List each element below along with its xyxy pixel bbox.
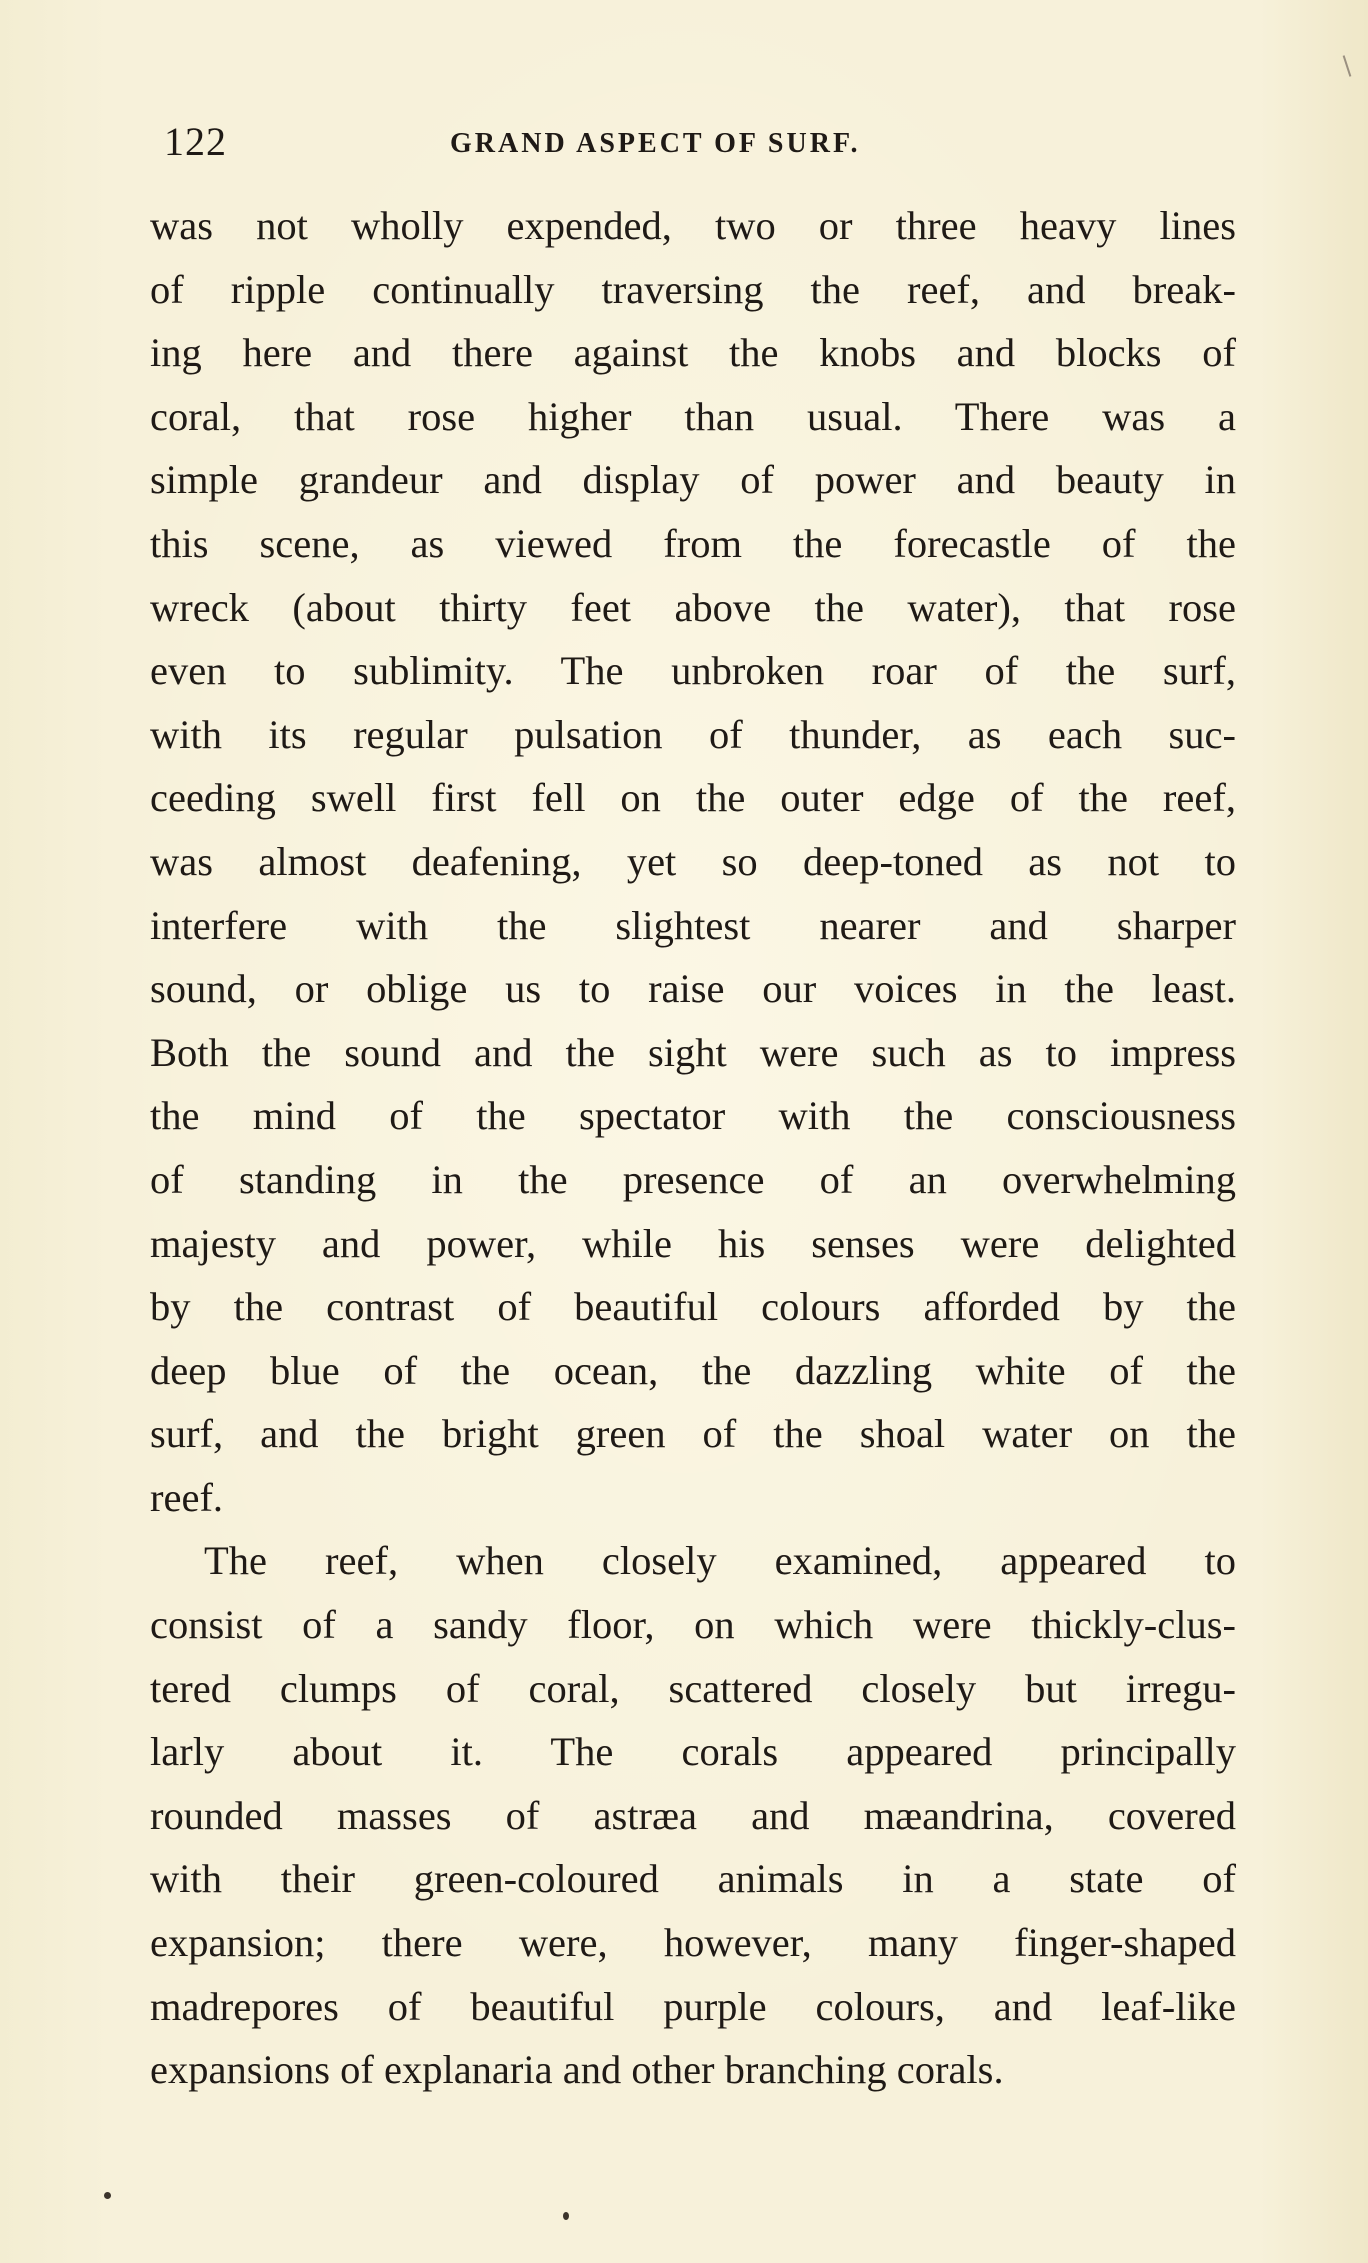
text-line: was almost deafening, yet so deep-toned as not to [150,838,1236,884]
text-line: consist of a sandy floor, on which were thickly-clus- [150,1602,1236,1648]
text-line: Both the sound and the sight were such as to impress [150,1029,1236,1075]
paragraph-start-line: The reef, when closely examined, appeared to [204,1538,1236,1584]
text-line: of standing in the presence of an overwhelming [150,1156,1236,1202]
text-line: of ripple continually traversing the reef, and break- [150,266,1236,312]
text-line: coral, that rose higher than usual. There was a [150,393,1236,439]
text-line: was not wholly expended, two or three heavy lines [150,203,1236,248]
paragraph-end-line: reef. [150,1474,224,1520]
text-line: deep blue of the ocean, the dazzling white of the [150,1347,1236,1393]
text-line: majesty and power, while his senses were delighted [150,1220,1236,1266]
text-line: rounded masses of astræa and mæandrina, covered [150,1792,1236,1838]
running-head [160,118,1250,178]
text-line: this scene, as viewed from the forecastle of the [150,520,1236,566]
text-line: ing here and there against the knobs and blocks of [150,330,1236,376]
text-line: tered clumps of coral, scattered closely but irregu- [150,1665,1236,1711]
text-line: even to sublimity. The unbroken roar of the surf, [150,648,1236,694]
ink-speck [563,2212,569,2220]
text-line: sound, or oblige us to raise our voices in the least. [150,966,1236,1012]
text-line: wreck (about thirty feet above the water), that rose [150,584,1236,630]
text-line: by the contrast of beautiful colours afforded by the [150,1284,1236,1330]
text-line: larly about it. The corals appeared principally [150,1729,1236,1775]
text-line: expansion; there were, however, many finger-shaped [150,1920,1236,1966]
text-line: expansions of explanaria and other branching corals. [150,2047,1004,2093]
running-title: GRAND ASPECT OF SURF. [450,128,861,159]
text-line: the mind of the spectator with the consciousness [150,1093,1236,1139]
text-line: simple grandeur and display of power and beauty in [150,457,1236,503]
text-line: ceeding swell first fell on the outer edge of the reef, [150,775,1236,821]
ink-speck [104,2192,111,2199]
page-number: 122 [164,119,227,164]
text-line: with its regular pulsation of thunder, as each suc- [150,711,1236,757]
text-line: surf, and the bright green of the shoal water on the [150,1411,1236,1457]
text-line: madrepores of beautiful purple colours, and leaf-like [150,1983,1236,2029]
text-line: with their green-coloured animals in a state of [150,1856,1236,1902]
margin-mark [1343,55,1352,77]
text-line: interfere with the slightest nearer and sharper [150,902,1236,948]
body-text [150,194,1236,2102]
